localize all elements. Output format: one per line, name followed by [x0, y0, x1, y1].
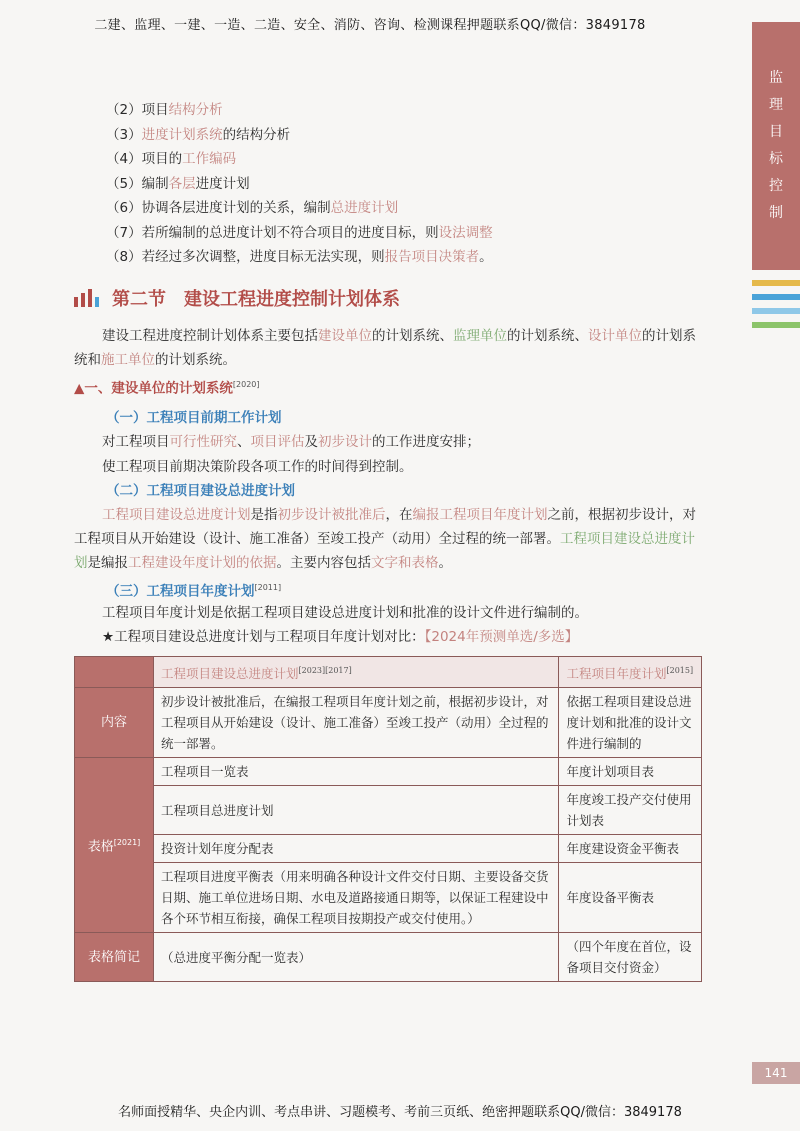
subheading-1: （一）工程项目前期工作计划	[106, 410, 282, 426]
top-banner: 二建、监理、一建、一造、二造、安全、消防、咨询、检测课程押题联系QQ/微信：3849178	[94, 18, 646, 33]
table-cell: 初步设计被批准后，在编报工程项目年度计划之前，根据初步设计，对工程项目从开始建设（设计、施工准备）至竣工投产（动用）全过程的统一部署。	[154, 688, 559, 758]
side-tab-char: 理	[769, 97, 783, 113]
chapter-side-tab	[752, 22, 800, 270]
table-cell: 年度设备平衡表	[559, 863, 702, 933]
side-tab-char: 控	[769, 178, 783, 194]
col-header-master: 工程项目建设总进度计划[2023][2017]	[154, 657, 559, 688]
intro-paragraph: 建设工程进度控制计划体系主要包括建设单位的计划系统、监理单位的计划系统、设计单位的计划系统和施工单位的计划系统。	[74, 328, 696, 368]
bottom-banner: 名师面授精华、央企内训、考点串讲、习题模考、考前三页纸、绝密押题联系QQ/微信：3849178	[118, 1105, 682, 1120]
step-item: （7）若所编制的总进度计划不符合项目的进度目标，则设法调整	[106, 224, 493, 241]
subheading-2: （二）工程项目建设总进度计划	[106, 483, 295, 499]
table-cell: 年度计划项目表	[559, 758, 702, 786]
row-header-tables: 表格[2021]	[75, 758, 154, 933]
table-cell: 工程项目总进度计划	[154, 786, 559, 835]
decor-stripe	[752, 294, 800, 300]
side-tab-char: 标	[769, 151, 783, 167]
compare-intro: ★工程项目建设总进度计划与工程项目年度计划对比：【2024年预测单选/多选】	[102, 629, 579, 645]
table-cell: 工程项目进度平衡表（用来明确各种设计文件交付日期、主要设备交货日期、施工单位进场日期、水电及道路接通日期等，以保证工程建设中各个环节相互衔接，确保工程项目按期投产或交付使用。）	[154, 863, 559, 933]
step-item: （8）若经过多次调整，进度目标无法实现，则报告项目决策者。	[106, 249, 493, 265]
table-cell: （总进度平衡分配一览表）	[154, 933, 559, 982]
sub2-paragraph: 工程项目建设总进度计划是指初步设计被批准后，在编报工程项目年度计划之前，根据初步设计，对工程项目从开始建设（设计、施工准备）至竣工投产（动用）全过程的统一部署。工程项目建设总进度计划是编报工程建设年度计划的依据。主要内容包括文字和表格。	[74, 507, 696, 571]
decor-stripe	[752, 308, 800, 314]
decor-stripe	[752, 280, 800, 286]
row-header-memo: 表格简记	[75, 933, 154, 982]
table-cell: 年度竣工投产交付使用计划表	[559, 786, 702, 835]
row-header-content: 内容	[75, 688, 154, 758]
sub1-line-2: 使工程项目前期决策阶段各项工作的时间得到控制。	[102, 459, 413, 475]
step-item: （3）进度计划系统的结构分析	[106, 126, 291, 143]
sub1-line-1: 对工程项目可行性研究、项目评估及初步设计的工作进度安排；	[102, 434, 480, 450]
table-cell: （四个年度在首位，设备项目交付资金）	[559, 933, 702, 982]
sub3-line-1: 工程项目年度计划是依据工程项目建设总进度计划和批准的设计文件进行编制的。	[102, 605, 588, 621]
steps-list	[106, 98, 493, 270]
col-header-annual: 工程项目年度计划[2015]	[559, 657, 702, 688]
table-cell: 工程项目一览表	[154, 758, 559, 786]
step-item: （5）编制各层进度计划	[106, 175, 250, 192]
table-cell: 依据工程项目建设总进度计划和批准的设计文件进行编制的	[559, 688, 702, 758]
table-corner	[75, 657, 154, 688]
part-heading: ▲一、建设单位的计划系统[2020]	[74, 380, 260, 397]
table-cell: 年度建设资金平衡表	[559, 835, 702, 863]
section-bars-icon	[74, 289, 102, 307]
side-tab-char: 目	[769, 124, 783, 140]
step-item: （4）项目的工作编码	[106, 151, 237, 167]
step-item: （6）协调各层进度计划的关系，编制总进度计划	[106, 200, 399, 216]
step-item: （2）项目结构分析	[106, 102, 223, 118]
side-tab-char: 监	[769, 70, 783, 86]
table-cell: 投资计划年度分配表	[154, 835, 559, 863]
subheading-3: （三）工程项目年度计划[2011]	[106, 583, 282, 600]
comparison-table	[74, 656, 702, 982]
side-tab-char: 制	[769, 205, 783, 221]
section-title: 第二节 建设工程进度控制计划体系	[74, 285, 400, 311]
decor-stripe	[752, 322, 800, 328]
page-number: 141	[752, 1062, 800, 1084]
